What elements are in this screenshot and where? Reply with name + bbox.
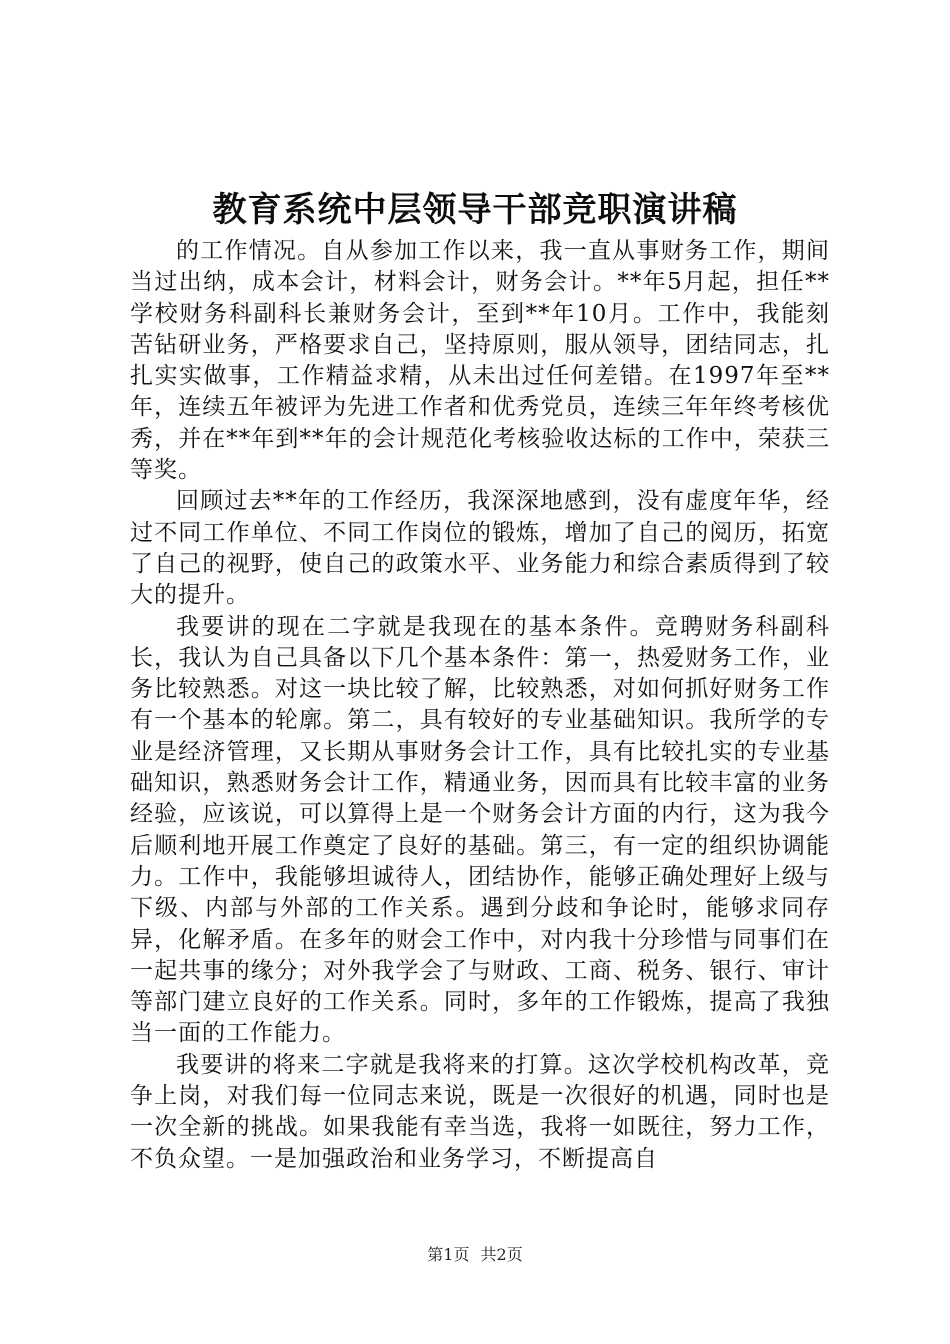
- paragraph-future-plans: 我要讲的将来二字就是我将来的打算。这次学校机构改革，竞争上岗，对我们每一位同志来说，既是一次很好的机遇，同时也是一次全新的挑战。如果我能有幸当选，我将一如既往，努力工作，不负众望。一是加强政治和业务学习，不断提高自: [130, 1051, 830, 1172]
- paragraph-current-conditions: 我要讲的现在二字就是我现在的基本条件。竞聘财务科副科长，我认为自己具备以下几个基本条件：第一，热爱财务工作，业务比较熟悉。对这一块比较了解，比较熟悉，对如何抓好财务工作有一个基本的轮廓。第二，具有较好的专业基础知识。我所学的专业是经济管理，又长期从事财务会计工作，具有比较扎实的专业基础知识，熟悉财务会计工作，精通业务，因而具有比较丰富的业务经验，应该说，可以算得上是一个财务会计方面的内行，这为我今后顺利地开展工作奠定了良好的基础。第三，有一定的组织协调能力。工作中，我能够坦诚待人，团结协作，能够正确处理好上级与下级、内部与外部的工作关系。遇到分歧和争论时，能够求同存异，化解矛盾。在多年的财会工作中，对内我十分珍惜与同事们在一起共事的缘分；对外我学会了与财政、工商、税务、银行、审计等部门建立良好的工作关系。同时，多年的工作锻炼，提高了我独当一面的工作能力。: [130, 613, 830, 1047]
- page-number: 第1页: [427, 1245, 470, 1264]
- paragraph-work-history: 的工作情况。自从参加工作以来，我一直从事财务工作，期间当过出纳，成本会计，材料会计，财务会计。**年5月起，担任**学校财务科副科长兼财务会计，至到**年10月。工作中，我能刻苦钻研业务，严格要求自己，坚持原则，服从领导，团结同志，扎扎实实做事，工作精益求精，从未出过任何差错。在1997年至**年，连续五年被评为先进工作者和优秀党员，连续三年年终考核优秀，并在**年到**年的会计规范化考核验收达标的工作中，荣获三等奖。: [130, 238, 830, 484]
- page-total: 共2页: [480, 1245, 523, 1264]
- page-footer: [0, 1244, 950, 1266]
- document-body: [130, 236, 830, 1175]
- paragraph-retrospect: 回顾过去**年的工作经历，我深深地感到，没有虚度年华，经过不同工作单位、不同工作岗位的锻炼，增加了自己的阅历，拓宽了自己的视野，使自己的政策水平、业务能力和综合素质得到了较大的提升。: [130, 488, 830, 609]
- document-title: 教育系统中层领导干部竞职演讲稿: [212, 190, 738, 230]
